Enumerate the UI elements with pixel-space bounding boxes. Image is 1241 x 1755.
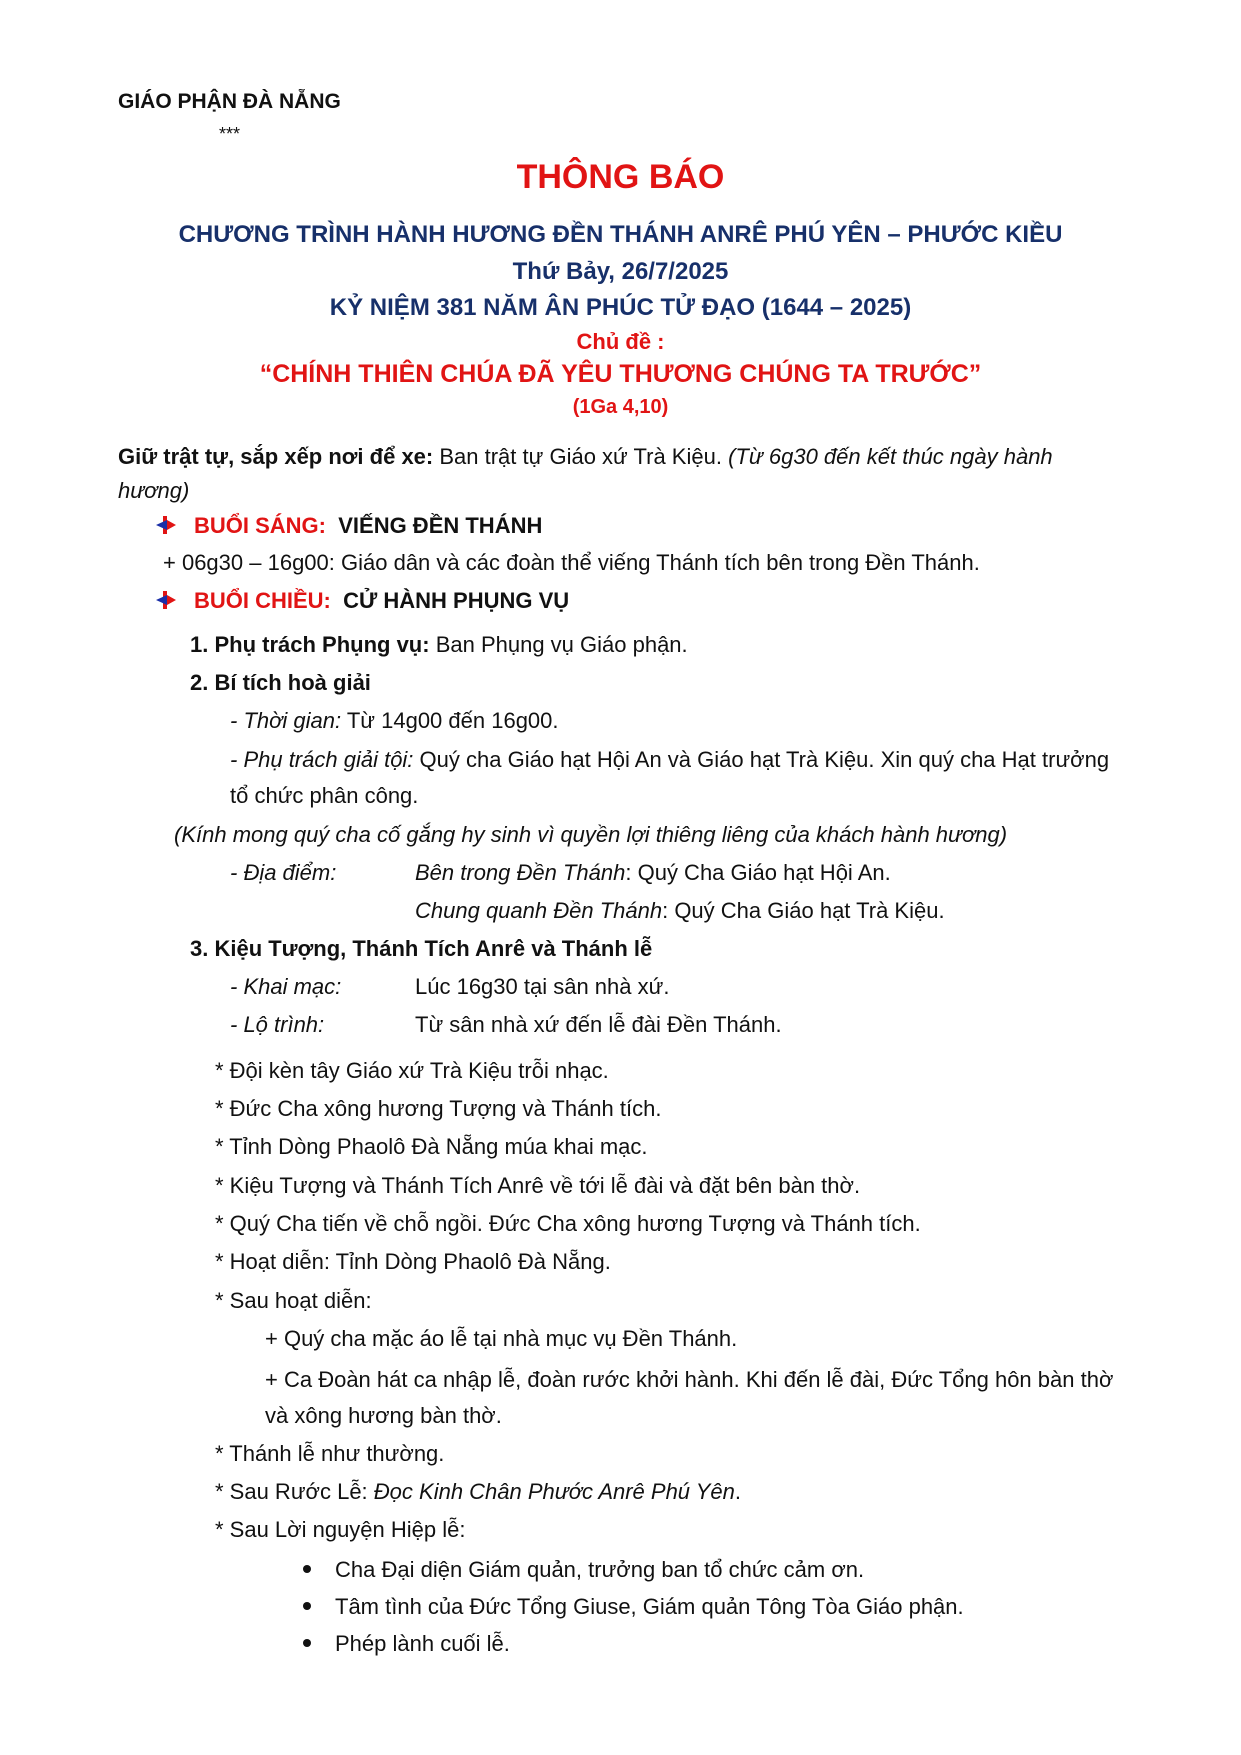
- diocese-name: GIÁO PHẬN ĐÀ NẴNG: [118, 90, 341, 113]
- place-1-text: : Quý Cha Giáo hạt Hội An.: [625, 860, 891, 885]
- confession-priests: [230, 742, 1110, 814]
- bullet-dot: [303, 1602, 311, 1610]
- step-6: * Hoạt diễn: Tỉnh Dòng Phaolô Đà Nẵng.: [215, 1249, 611, 1274]
- event-date: Thứ Bảy, 26/7/2025: [512, 258, 729, 285]
- morning-title: VIẾNG ĐỀN THÁNH: [338, 513, 543, 538]
- bullet-dot: [303, 1565, 311, 1573]
- topic-reference: (1Ga 4,10): [572, 396, 669, 418]
- place-label: - Địa điểm:: [230, 860, 337, 885]
- confess-label: - Phụ trách giải tội:: [230, 747, 414, 772]
- step-4: * Kiệu Tượng và Thánh Tích Anrê về tới lễ đài và đặt bên bàn thờ.: [215, 1173, 861, 1198]
- section-1: [190, 632, 688, 658]
- order-note: (Từ 6g30 đến kết thúc ngày hành hương): [118, 444, 1053, 503]
- anniversary-title: KỶ NIỆM 381 NĂM ÂN PHÚC TỬ ĐẠO (1644 – 2025): [329, 294, 912, 321]
- prayer-name: Đọc Kinh Chân Phước Anrê Phú Yên: [373, 1479, 735, 1504]
- place-1: [415, 860, 891, 886]
- place-2-em: Chung quanh Đền Thánh: [415, 898, 663, 923]
- sub-step-2: + Ca Đoàn hát ca nhập lễ, đoàn rước khởi hành. Khi đến lễ đài, Đức Tổng hôn bàn thờ và xông hương bàn thờ.: [265, 1367, 1114, 1428]
- bullet-dot: [303, 1639, 311, 1647]
- opening-text: Lúc 16g30 tại sân nhà xứ.: [415, 974, 670, 999]
- cross-arrow-icon: [154, 589, 180, 611]
- step-7: * Sau hoạt diễn:: [215, 1288, 372, 1313]
- page-title: THÔNG BÁO: [516, 158, 725, 196]
- topic-quote: “CHÍNH THIÊN CHÚA ĐÃ YÊU THƯƠNG CHÚNG TA TRƯỚC”: [259, 360, 982, 388]
- opening-label: - Khai mạc:: [230, 974, 342, 999]
- confess-text: Quý cha Giáo hạt Hội An và Giáo hạt Trà Kiệu. Xin quý cha Hạt trưởng tổ chức phân công.: [230, 747, 1110, 808]
- time-label: - Thời gian:: [230, 708, 342, 733]
- section-3-label: 3. Kiệu Tượng, Thánh Tích Anrê và Thánh lễ: [190, 936, 653, 961]
- order-paragraph: [118, 440, 1128, 508]
- order-label: Giữ trật tự, sắp xếp nơi để xe:: [118, 444, 434, 469]
- section-1-label: 1. Phụ trách Phụng vụ:: [190, 632, 430, 657]
- mass-line: * Thánh lễ như thường.: [215, 1441, 445, 1466]
- afternoon-label: BUỔI CHIỀU:: [194, 588, 331, 613]
- program-title: CHƯƠNG TRÌNH HÀNH HƯƠNG ĐỀN THÁNH ANRÊ PHÚ YÊN – PHƯỚC KIỀU: [178, 221, 1063, 248]
- place-2-text: : Quý Cha Giáo hạt Trà Kiệu.: [662, 898, 945, 923]
- step-2: * Đức Cha xông hương Tượng và Thánh tích.: [215, 1096, 662, 1121]
- bullet-item-3: Phép lành cuối lễ.: [303, 1631, 510, 1657]
- morning-label: BUỔI SÁNG:: [194, 513, 326, 538]
- section-1-text: Ban Phụng vụ Giáo phận.: [429, 632, 688, 657]
- afternoon-heading: [154, 588, 569, 614]
- afternoon-title: CỬ HÀNH PHỤNG VỤ: [343, 588, 570, 613]
- route-label: - Lộ trình:: [230, 1012, 325, 1037]
- confession-time: [230, 708, 559, 734]
- order-text: Ban trật tự Giáo xứ Trà Kiệu.: [433, 444, 729, 469]
- after-prayer: * Sau Lời nguyện Hiệp lễ:: [215, 1517, 466, 1542]
- bullet-item-1: Cha Đại diện Giám quản, trưởng ban tổ chức cảm ơn.: [303, 1557, 864, 1583]
- after-communion: * Sau Rước Lễ: Đọc Kinh Chân Phước Anrê Phú Yên.: [215, 1479, 742, 1504]
- sub-step-1: + Quý cha mặc áo lễ tại nhà mục vụ Đền Thánh.: [265, 1326, 738, 1351]
- step-1: * Đội kèn tây Giáo xứ Trà Kiệu trỗi nhạc.: [215, 1058, 609, 1083]
- section-2-label: 2. Bí tích hoà giải: [190, 670, 371, 695]
- step-3: * Tỉnh Dòng Phaolô Đà Nẵng múa khai mạc.: [215, 1134, 648, 1159]
- bullet-item-2: Tâm tình của Đức Tổng Giuse, Giám quản Tông Tòa Giáo phận.: [303, 1594, 964, 1620]
- step-5: * Quý Cha tiến về chỗ ngồi. Đức Cha xông hương Tượng và Thánh tích.: [215, 1211, 921, 1236]
- morning-item: + 06g30 – 16g00: Giáo dân và các đoàn thể viếng Thánh tích bên trong Đền Thánh.: [163, 550, 980, 575]
- time-text: Từ 14g00 đến 16g00.: [341, 708, 559, 733]
- topic-label: Chủ đề :: [576, 329, 665, 354]
- separator-stars: ***: [219, 124, 241, 144]
- place-1-em: Bên trong Đền Thánh: [415, 860, 626, 885]
- cross-arrow-icon: [154, 514, 180, 536]
- route-text: Từ sân nhà xứ đến lễ đài Đền Thánh.: [415, 1012, 782, 1037]
- place-2: [415, 898, 945, 924]
- plea-note: (Kính mong quý cha cố gắng hy sinh vì quyền lợi thiêng liêng của khách hành hương): [174, 822, 1008, 847]
- morning-heading: [154, 513, 542, 539]
